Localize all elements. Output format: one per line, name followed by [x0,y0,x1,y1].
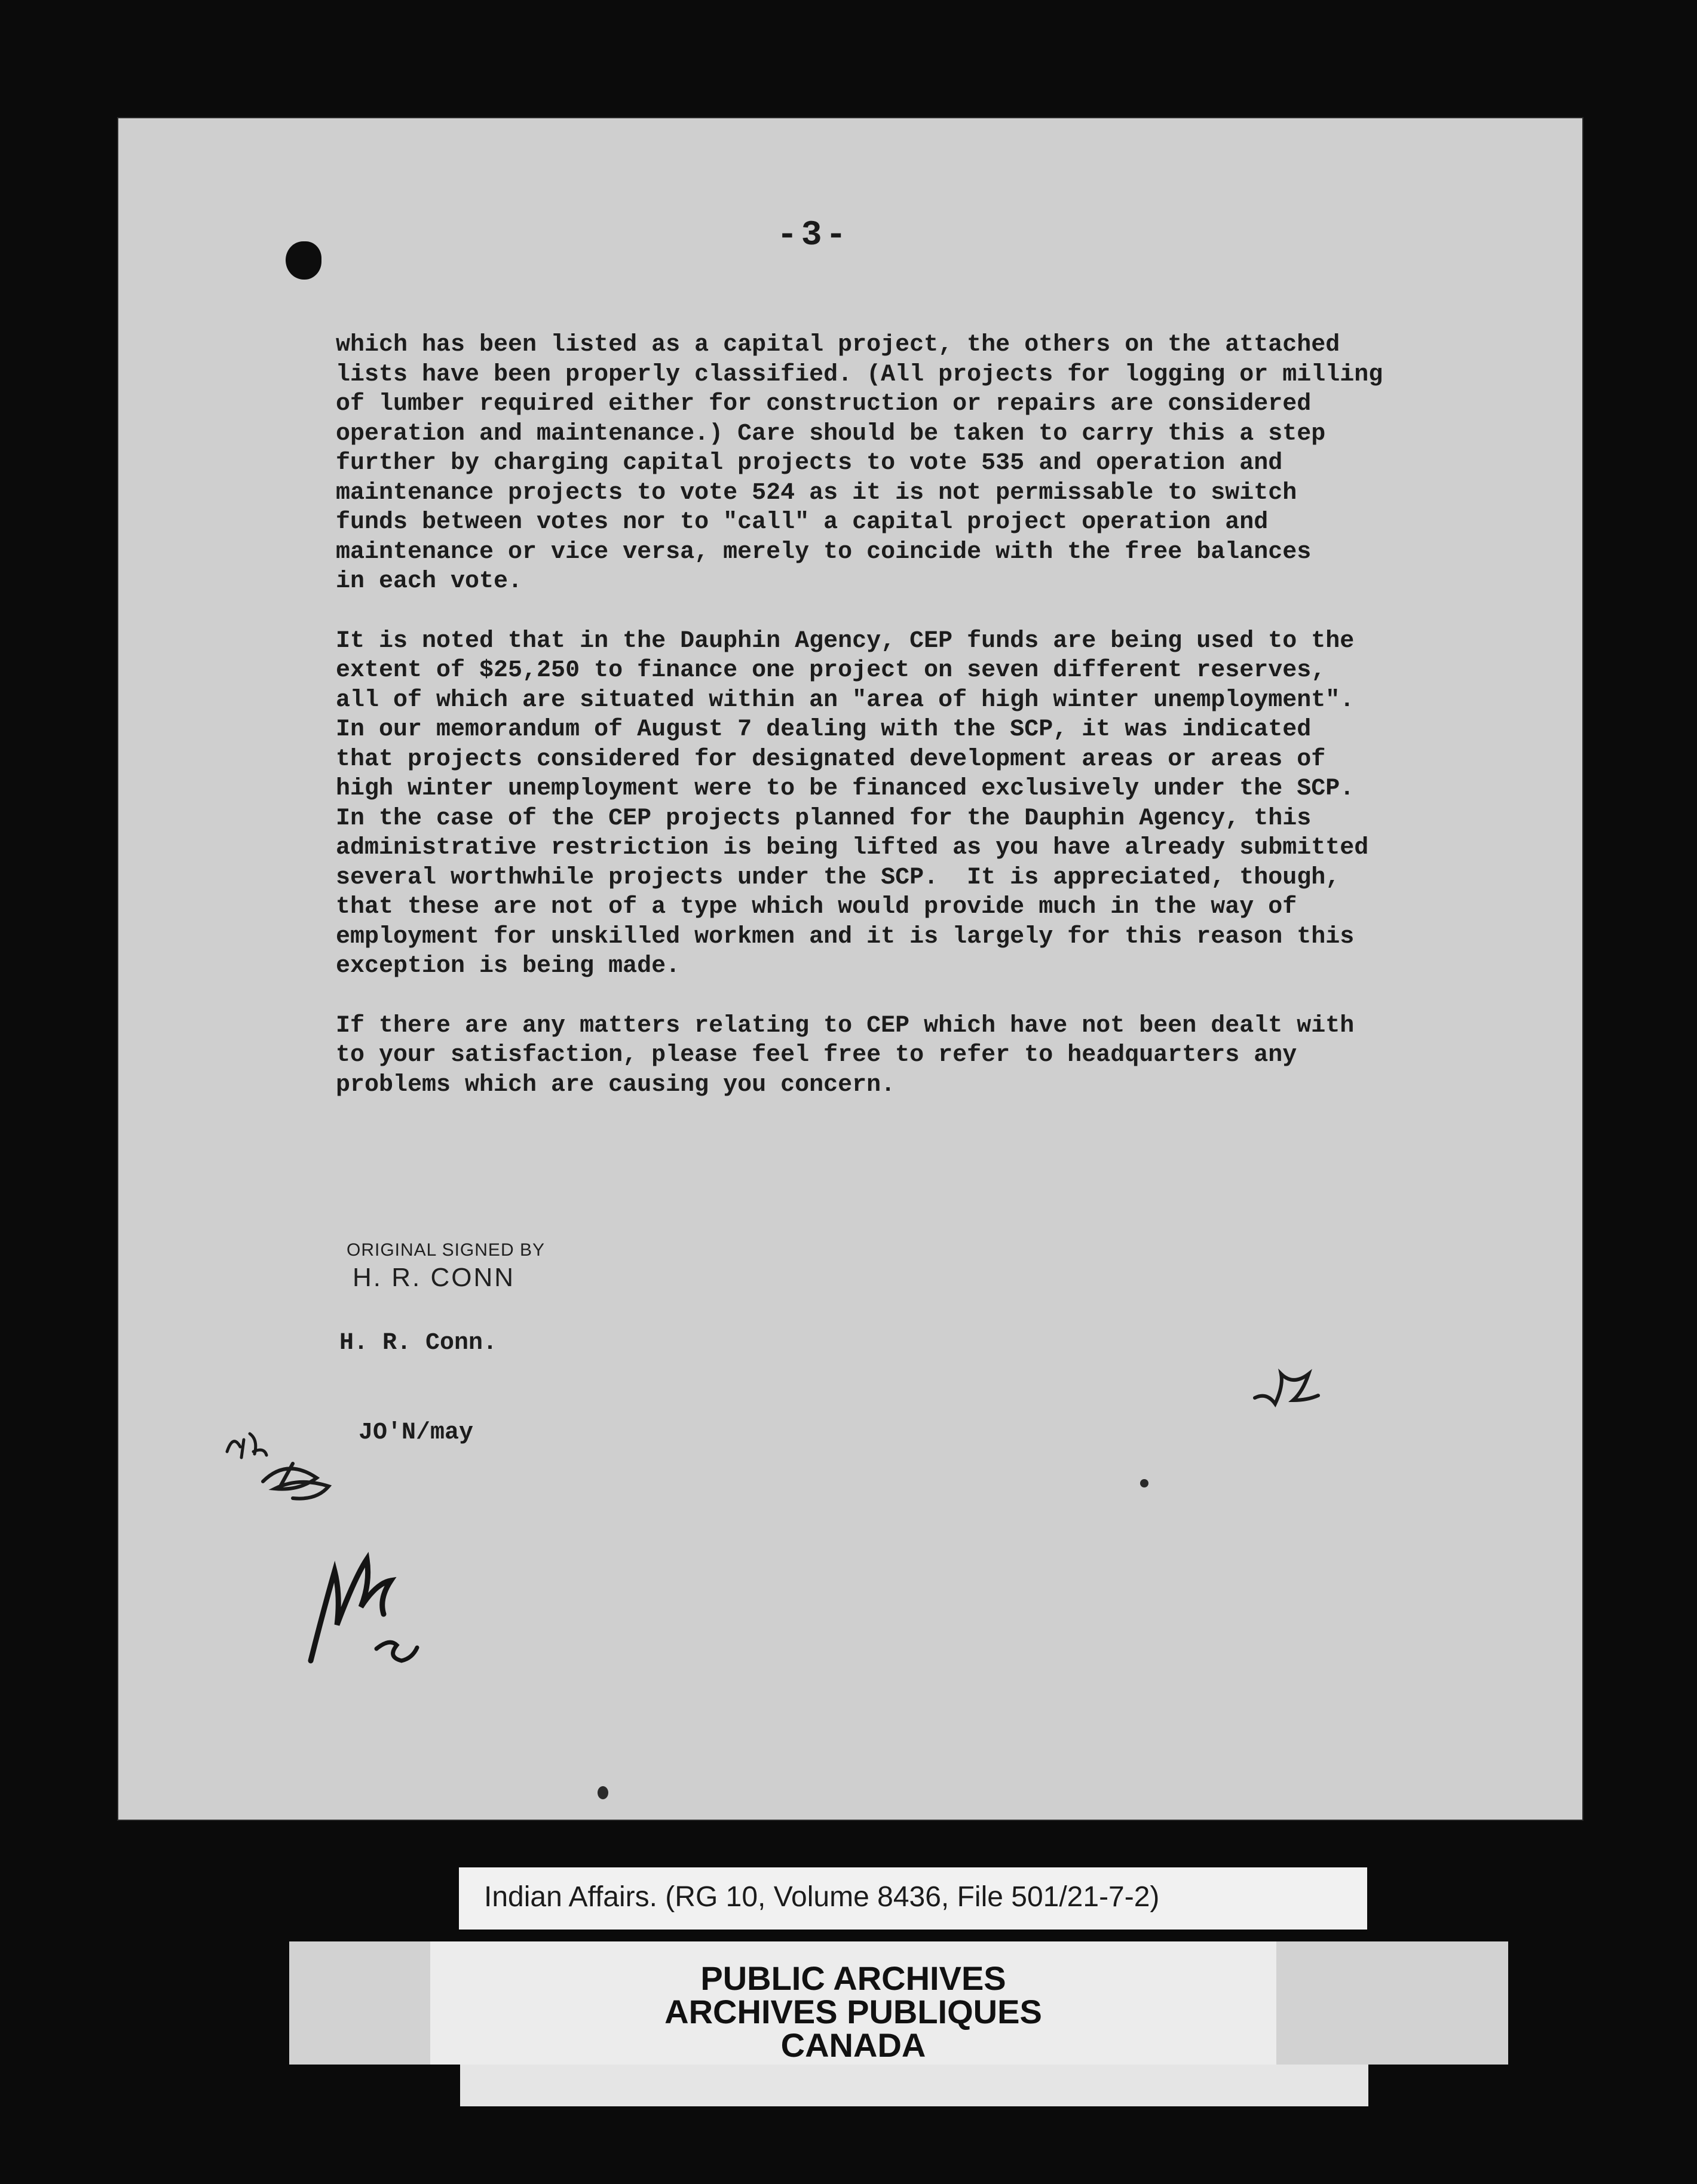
archive-stamp-panel [430,1941,1276,2065]
archive-reference-label [459,1867,1367,1930]
text-line: that projects considered for designated development areas or areas of [336,746,1326,773]
text-line: to your satisfaction, please feel free to refer to headquarters any [336,1042,1297,1069]
paragraph-1 [336,330,1459,597]
handwritten-check-mark [1249,1350,1333,1416]
text-line: extent of $25,250 to finance one project on seven different reserves, [336,657,1326,684]
ink-speck [598,1786,608,1799]
archive-stamp-line: CANADA [780,2026,926,2064]
archive-lower-strip [460,2065,1368,2106]
reference-initials: JO'N/may [359,1419,474,1446]
text-line: In our memorandum of August 7 dealing with the SCP, it was indicated [336,716,1312,743]
text-line: several worthwhile projects under the SCP. It is appreciated, though, [336,864,1340,891]
text-line: operation and maintenance.) Care should be taken to carry this a step [336,420,1326,447]
page-number: -3- [777,216,850,255]
text-line: in each vote. [336,568,523,595]
punch-hole [286,241,321,280]
text-line: high winter unemployment were to be financed exclusively under the SCP. [336,775,1355,802]
text-line: problems which are causing you concern. [336,1071,896,1099]
paragraph-3 [336,1011,1459,1100]
ink-speck [1140,1479,1148,1487]
text-line: employment for unskilled workmen and it is largely for this reason this [336,923,1355,950]
typed-signature: H. R. Conn. [339,1330,498,1357]
text-line: funds between votes nor to "call" a capital project operation and [336,509,1269,536]
text-line: maintenance or vice versa, merely to coincide with the free balances [336,538,1312,566]
archive-stamp-band [289,1941,1508,2065]
text-line: exception is being made. [336,953,681,980]
archive-stamp-line: ARCHIVES PUBLIQUES [664,1993,1042,2030]
text-line: lists have been properly classified. (All projects for logging or milling [336,361,1383,388]
text-line: which has been listed as a capital project, the others on the attached [336,332,1340,358]
handwritten-initials-mark [215,1410,370,1529]
text-line: administrative restriction is being lifted as you have already submitted [336,835,1369,861]
archive-reference-text: Indian Affairs. (RG 10, Volume 8436, File 501/21-7-2) [484,1881,1160,1913]
original-signed-stamp [347,1240,545,1293]
handwritten-signature-mark [299,1529,454,1673]
text-line: of lumber required either for construction or repairs are considered [336,391,1312,418]
letter-body [336,330,1459,1130]
text-line: If there are any matters relating to CEP which have not been dealt with [336,1012,1355,1039]
text-line: In the case of the CEP projects planned for the Dauphin Agency, this [336,805,1312,832]
archive-stamp [430,1959,1276,2064]
archive-stamp-line: PUBLIC ARCHIVES [700,1959,1006,1997]
text-line: that these are not of a type which would provide much in the way of [336,894,1297,921]
stamp-name: H. R. CONN [353,1263,515,1292]
text-line: further by charging capital projects to vote 535 and operation and [336,450,1283,477]
text-line: maintenance projects to vote 524 as it is not permissable to switch [336,479,1297,507]
stamp-label: ORIGINAL SIGNED BY [347,1240,545,1260]
paragraph-2 [336,627,1459,981]
text-line: all of which are situated within an "area of high winter unemployment". [336,686,1355,714]
text-line: It is noted that in the Dauphin Agency, CEP funds are being used to the [336,627,1355,655]
